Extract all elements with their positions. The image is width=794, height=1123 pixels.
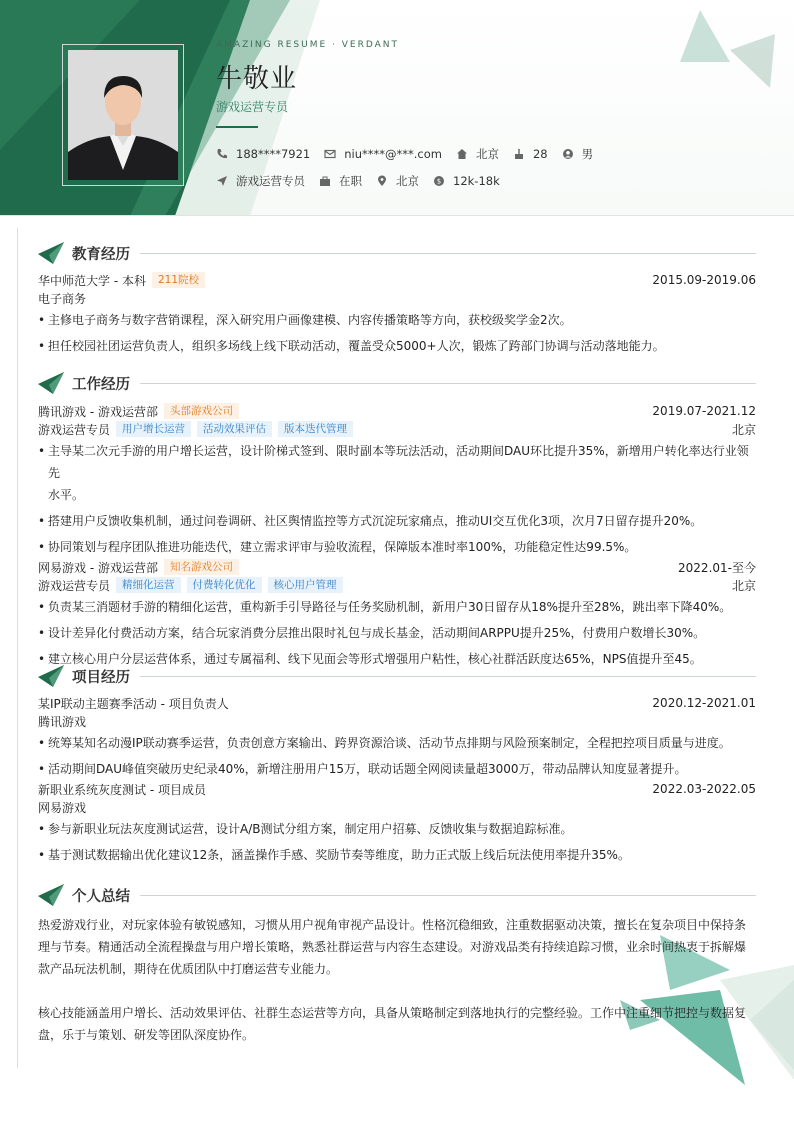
list-item: • 协同策划与程序团队推进功能迭代，建立需求评审与验收流程，保障版本准时率100%，功能稳定性达99.5%。 (38, 536, 756, 558)
project-org: 腾讯游戏 (38, 714, 87, 729)
summary-line: 核心技能涵盖用户增长、活动效果评估、社群生态运营等方向，具备从策略制定到落地执行的完整经验。工作中注重细节把控与数据复 (38, 1006, 747, 1020)
list-item: • 主修电子商务与数字营销课程，深入研究用户画像建模、内容传播策略等方向，获校级奖学金2次。 (38, 309, 756, 331)
job-date: 2019.07-2021.12 (652, 404, 756, 418)
job-position-line (38, 576, 756, 594)
contact-info-row (216, 146, 607, 162)
section-title: 工作经历 (72, 376, 130, 393)
job-position-line (38, 420, 756, 438)
skill-tag: 核心用户管理 (268, 577, 343, 593)
list-item (38, 440, 756, 506)
education-header-line (38, 271, 756, 289)
education-date: 2015.09-2019.06 (652, 273, 756, 287)
status-item (319, 173, 362, 189)
project-org-line (38, 798, 756, 816)
paper-plane-icon (38, 242, 64, 264)
project-date: 2020.12-2021.01 (652, 696, 756, 710)
phone-item (216, 147, 310, 161)
section-heading (38, 883, 756, 907)
list-item: • 活动期间DAU峰值突破历史纪录40%，新增注册用户15万，联动话题全网阅读量超3000万，带动品牌认知度显著提升。 (38, 758, 756, 780)
gender-text: 男 (581, 147, 594, 161)
paper-plane-icon (38, 665, 64, 687)
name-underline (216, 126, 258, 128)
job-location: 北京 (731, 578, 756, 593)
job-header-line (38, 402, 756, 420)
phone-icon (216, 148, 228, 160)
location-pin-icon (376, 175, 388, 187)
user-icon (562, 148, 574, 160)
left-rule (17, 228, 18, 1068)
bullet-line: 主导某二次元手游的用户增长运营，设计阶梯式签到、限时副本等玩法活动，活动期间DAU环比提升35%，新增用户转化率达行业领先 (48, 444, 749, 480)
cake-icon (513, 148, 525, 160)
age-text: 28 (532, 147, 548, 161)
email-address: niu****@***.com (344, 147, 442, 161)
paper-plane-icon (38, 372, 64, 394)
send-icon (216, 175, 228, 187)
project-header-line (38, 780, 756, 798)
email-item (324, 147, 442, 161)
skill-tag: 用户增长运营 (116, 421, 191, 437)
project-name: 新职业系统灰度测试 - 项目成员 (38, 782, 206, 797)
major-text: 电子商务 (38, 291, 87, 306)
summary-line: 款产品玩法机制，期待在优质团队中打磨运营专业能力。 (38, 962, 339, 976)
summary-line: 热爱游戏行业，对玩家体验有敏锐感知，习惯从用户视角审视产品设计。性格沉稳细致，注重数据驱动决策，擅长在复杂项目中保持条 (38, 918, 747, 932)
paper-plane-icon (38, 884, 64, 906)
school-tag: 211院校 (152, 272, 205, 288)
section-title: 教育经历 (72, 246, 130, 263)
salary-text: 12k-18k (453, 174, 500, 188)
section-title: 个人总结 (72, 888, 130, 905)
salary-item (433, 174, 500, 188)
money-icon (433, 175, 445, 187)
list-item: • 统筹某知名动漫IP联动赛季运营，负责创意方案输出、跨界资源洽谈、活动节点排期与风险预案制定，全程把控项目质量与进度。 (38, 732, 756, 754)
project-date: 2022.03-2022.05 (652, 782, 756, 796)
skill-tag: 活动效果评估 (197, 421, 272, 437)
section-divider (140, 895, 756, 896)
job-header-line (38, 558, 756, 576)
list-item: • 担任校园社团运营负责人，组织多场线上线下联动活动，覆盖受众5000+人次，锻炼了跨部门协调与活动落地能力。 (38, 335, 756, 357)
project-header-line (38, 694, 756, 712)
city-text: 北京 (475, 147, 499, 161)
job-intent-row (216, 173, 514, 189)
intent-city-item (376, 173, 419, 189)
summary-line: 理与节奏。精通活动全流程操盘与用户增长策略，熟悉社群运营与内容生态建设。对游戏品类有持续追踪习惯，业余时间热衷于拆解爆 (38, 940, 747, 954)
resume-header (0, 0, 794, 216)
list-item: • 搭建用户反馈收集机制，通过问卷调研、社区舆情监控等方式沉淀玩家痛点，推动UI交互优化3项，次月7日留存提升20%。 (38, 510, 756, 532)
header-tagline: AMAZING RESUME · VERDANT (216, 40, 399, 50)
section-heading (38, 664, 756, 688)
company-tag: 知名游戏公司 (164, 559, 239, 575)
list-item: • 基于测试数据输出优化建议12条，涵盖操作手感、奖励节奏等维度，助力正式版上线后玩法使用率提升35%。 (38, 844, 756, 866)
work-section (38, 371, 756, 670)
candidate-role: 游戏运营专员 (216, 100, 289, 114)
age-item (513, 147, 548, 161)
job-location: 北京 (731, 422, 756, 437)
bullet-line: 水平。 (48, 488, 85, 502)
summary-paragraph (38, 1002, 756, 1046)
home-icon (456, 148, 468, 160)
intent-city-text: 北京 (396, 174, 419, 188)
project-org: 网易游戏 (38, 800, 87, 815)
education-section (38, 241, 756, 357)
list-item: • 建立核心用户分层运营体系，通过专属福利、线下见面会等形式增强用户粘性，核心社群活跃度达65%，NPS值提升至45。 (38, 648, 756, 670)
job-date: 2022.01-至今 (678, 560, 756, 575)
candidate-name: 牛敬业 (216, 64, 298, 94)
skill-tag: 版本迭代管理 (278, 421, 353, 437)
intent-role-item (216, 173, 305, 189)
avatar-photo (68, 50, 178, 180)
project-org-line (38, 712, 756, 730)
skill-tag: 精细化运营 (116, 577, 181, 593)
summary-paragraph (38, 914, 756, 980)
status-text: 在职 (339, 174, 362, 188)
school-degree: 华中师范大学 - 本科 (38, 273, 146, 288)
company-tag: 头部游戏公司 (164, 403, 239, 419)
gender-item (562, 146, 594, 162)
city-item (456, 146, 499, 162)
job-position: 游戏运营专员 (38, 578, 111, 593)
section-divider (140, 253, 756, 254)
job-position: 游戏运营专员 (38, 422, 111, 437)
list-item: • 设计差异化付费活动方案，结合玩家消费分层推出限时礼包与成长基金，活动期间ARPPU提升25%，付费用户数增长30%。 (38, 622, 756, 644)
summary-line: 盘，乐于与策划、研发等团队深度协作。 (38, 1028, 255, 1042)
list-item: • 负责某三消题材手游的精细化运营，重构新手引导路径与任务奖励机制，新用户30日留存从18%提升至28%，跳出率下降40%。 (38, 596, 756, 618)
list-item: • 参与新职业玩法灰度测试运营，设计A/B测试分组方案，制定用户招募、反馈收集与数据追踪标准。 (38, 818, 756, 840)
section-title: 项目经历 (72, 669, 130, 686)
svg-text:$: $ (436, 177, 442, 186)
major-line (38, 289, 756, 307)
company-name: 网易游戏 - 游戏运营部 (38, 560, 158, 575)
company-name: 腾讯游戏 - 游戏运营部 (38, 404, 158, 419)
section-divider (140, 383, 756, 384)
summary-section (38, 883, 756, 1046)
project-name: 某IP联动主题赛季活动 - 项目负责人 (38, 696, 229, 711)
intent-role-text: 游戏运营专员 (236, 174, 305, 188)
briefcase-icon (319, 175, 331, 187)
section-heading (38, 241, 756, 265)
skill-tag: 付费转化优化 (187, 577, 262, 593)
section-heading (38, 371, 756, 395)
phone-number: 188****7921 (236, 147, 311, 161)
projects-section (38, 664, 756, 866)
mail-icon (324, 148, 336, 160)
section-divider (140, 676, 756, 677)
